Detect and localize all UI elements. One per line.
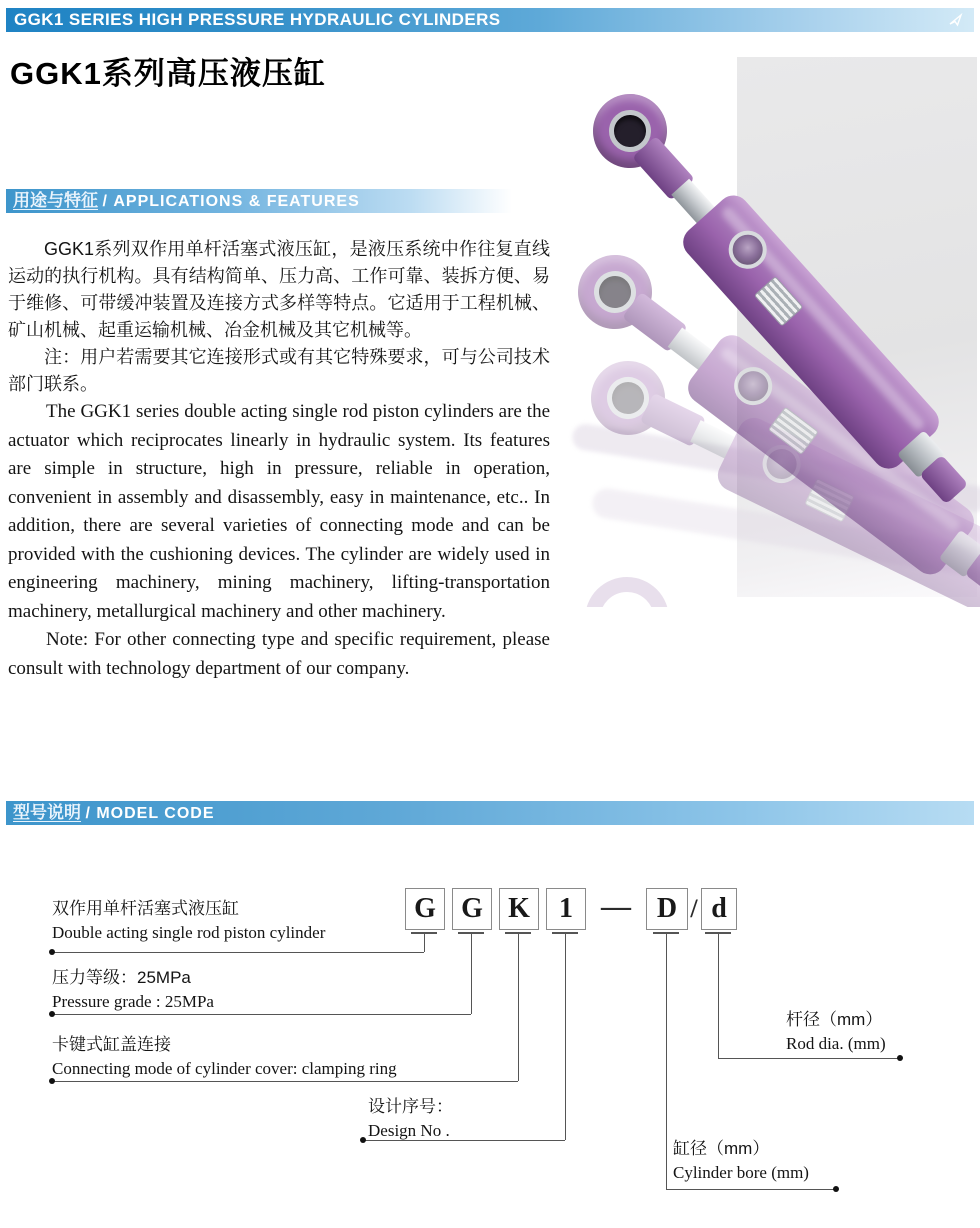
label-en: Cylinder bore (mm) (673, 1163, 809, 1182)
label-dot (49, 949, 55, 955)
code-box-d-upper: D (646, 888, 688, 930)
label-zh: 杆径（mm） (786, 1010, 883, 1029)
diagram-label-cylinder-bore (673, 1137, 809, 1185)
body-copy (8, 236, 550, 683)
model-code-diagram (0, 840, 980, 1228)
applications-paragraph-zh-1: GGK1系列双作用单杆活塞式液压缸，是液压系统中作往复直线运动的执行机构。具有结构简单、压力高、工作可靠、装拆方便、易于维修、可带缓冲装置及连接方式多样等特点。它适用于工程机械、矿山机械、起重运输机械、冶金机械及其它机械等。 (8, 239, 550, 340)
label-zh: 设计序号： (368, 1097, 453, 1116)
diagram-label-rod-dia (786, 1008, 886, 1056)
code-slash: / (690, 894, 698, 923)
page-flip-icon (948, 12, 964, 28)
diagram-label-pressure-grade (52, 966, 214, 1014)
connector-line (565, 933, 566, 1140)
section-header-model-code (6, 801, 974, 825)
code-box-k: K (499, 888, 539, 930)
code-box-g2: G (452, 888, 492, 930)
label-en: Pressure grade : 25MPa (52, 992, 214, 1011)
applications-paragraph-en-1: The GGK1 series double acting single rod piston cylinders are the actuator which reciprocates linearly in hydraulic system. Its features are simple in structure, high in pressure, reliable in operation, convenient in assembly and disassembly, easy in maintenance, etc.. In addition, there are several varieties of connecting mode and can be provided with the cushioning devices. The cylinder are widely used in engineering machinery, mining machinery, lifting-transportation machinery, metallurgical machinery and other machinery. (8, 401, 550, 622)
code-box-1: 1 (546, 888, 586, 930)
section-heading-zh: 用途与特征 (13, 191, 98, 210)
top-banner-title: GGK1 SERIES HIGH PRESSURE HYDRAULIC CYLINDERS (14, 10, 501, 29)
label-line (52, 1081, 518, 1082)
applications-paragraph-zh-2: 注：用户若需要其它连接形式或有其它特殊要求，可与公司技术部门联系。 (8, 347, 550, 394)
code-box-g1: G (405, 888, 445, 930)
label-line (52, 1014, 471, 1015)
applications-paragraph-en-2: Note: For other connecting type and specific requirement, please consult with technology department of our company. (8, 629, 550, 679)
diagram-label-cylinder-type (52, 897, 325, 945)
diagram-label-connecting-mode (52, 1033, 397, 1081)
connector-line (518, 933, 519, 1081)
page-title: GGK1系列高压液压缸 (10, 56, 326, 91)
label-en: Connecting mode of cylinder cover: clamping ring (52, 1059, 397, 1078)
code-dash: — (601, 890, 631, 923)
label-en: Rod dia. (mm) (786, 1034, 886, 1053)
connector-line (424, 933, 425, 952)
label-en: Double acting single rod piston cylinder (52, 923, 326, 942)
label-line (52, 952, 424, 953)
section-heading-zh: 型号说明 (13, 803, 81, 822)
connector-line (471, 933, 472, 1014)
connector-line (666, 933, 667, 1189)
connector-line (718, 933, 719, 1058)
label-zh: 缸径（mm） (673, 1139, 770, 1158)
label-line (718, 1058, 900, 1059)
product-photo (560, 57, 980, 607)
label-zh: 双作用单杆活塞式液压缸 (52, 899, 239, 918)
label-zh: 压力等级：25MPa (52, 968, 191, 987)
section-heading-en: / MODEL CODE (85, 805, 215, 822)
top-banner (6, 8, 974, 32)
label-en: Design No . (368, 1121, 450, 1140)
eye-ring-reflection (585, 577, 669, 607)
section-header-applications (6, 189, 512, 213)
label-dot (897, 1055, 903, 1061)
label-dot (833, 1186, 839, 1192)
label-line (666, 1189, 836, 1190)
label-dot (360, 1137, 366, 1143)
label-zh: 卡键式缸盖连接 (52, 1035, 171, 1054)
code-box-d-lower: d (701, 888, 737, 930)
diagram-label-design-no (368, 1095, 453, 1143)
section-heading-en: / APPLICATIONS & FEATURES (102, 193, 360, 210)
